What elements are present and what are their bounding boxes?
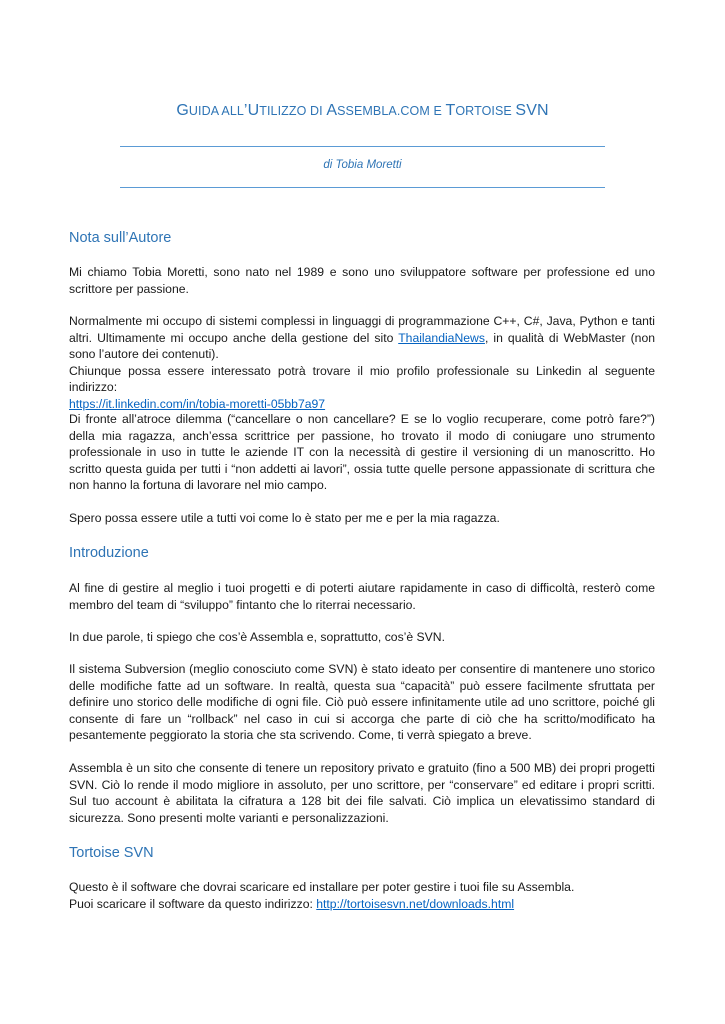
- paragraph-intro-2: In due parole, ti spiego che cos’è Assembla e, soprattutto, cos’è SVN.: [69, 630, 445, 644]
- document-title: GUIDA ALL’UTILIZZO DI ASSEMBLA.COM E TORTOISE SVN: [176, 102, 549, 119]
- paragraph-intro-3: Il sistema Subversion (meglio conosciuto come SVN) è stato ideato per consentire di mantenere uno storico delle modifiche fatte ad un software. In realtà, questa sua “capacità” può essere facilmente sfruttata per definire uno storico delle modifiche di ogni file. Ciò può essere infinitamente utile ad uno scrittore, poiché gli consente di fare un “rollback” nel caso in cui si accorga che parte di ciò che ha scritto/modificato ha pesantemente peggiorato la storia che sta scrivendo. Come, ti verrà spiegato a breve.: [69, 662, 655, 743]
- paragraph-nota-2: Normalmente mi occupo di sistemi complessi in linguaggi di programmazione C++, C#, Java, Python e tanti altri. Ultimamente mi occupo anche della gestione del sito ThailandiaNews, in qualità di WebMaster (non sono l’autore dei contenuti). Chiunque possa essere interessato potrà trovare il mio profilo professionale su Linkedin al seguente indirizzo: https://it.linkedin.com/in/tobia-moretti-05bb7a97: [69, 314, 656, 411]
- tortoisesvn-download-link[interactable]: http://tortoisesvn.net/downloads.html: [316, 896, 515, 911]
- paragraph-nota-1: Mi chiamo Tobia Moretti, sono nato nel 1989 e sono uno sviluppatore software per professione ed uno scrittore per passione.: [69, 265, 655, 296]
- paragraph-nota-4: Spero possa essere utile a tutti voi come lo è stato per me e per la mia ragazza.: [69, 511, 500, 525]
- paragraph-tortoise-1: Questo è il software che dovrai scaricare ed installare per poter gestire i tuoi file su Assembla. Puoi scaricare il software da questo indirizzo: http://tortoisesvn.net/downloads.html: [69, 880, 575, 911]
- thailandianews-link[interactable]: ThailandiaNews: [398, 330, 485, 345]
- paragraph-nota-3: Di fronte all’atroce dilemma (“cancellare o non cancellare? E se lo voglio recuperare, come potrò fare?”) della mia ragazza, anch’essa scrittrice per passione, ho trovato il modo di coniugare uno strumento professionale in uso in tutte le aziende IT con la necessità di gestire il versioning di un manoscritto. Ho scritto questa guida per tutti i “non addetti ai lavori”, ossia tutte quelle persone appassionate di scrittura che non hanno la fortuna di lavorare nel mio campo.: [69, 412, 655, 493]
- heading-nota-autore: Nota sull’Autore: [69, 230, 172, 246]
- heading-tortoise-svn: Tortoise SVN: [69, 845, 154, 861]
- linkedin-profile-link[interactable]: https://it.linkedin.com/in/tobia-moretti-05bb7a97: [69, 396, 326, 411]
- title-divider-top: [120, 146, 605, 147]
- author-subtitle: di Tobia Moretti: [323, 159, 402, 171]
- paragraph-intro-1: Al fine di gestire al meglio i tuoi progetti e di poterti aiutare rapidamente in caso di difficoltà, resterò come membro del team di “sviluppo” fintanto che lo riterrai necessario.: [69, 581, 655, 612]
- title-divider-bottom: [120, 187, 605, 188]
- paragraph-intro-4: Assembla è un sito che consente di tenere un repository privato e gratuito (fino a 500 MB) dei propri progetti SVN. Ciò lo rende il modo migliore in assoluto, per uno scrittore, per “conservare” ed editare i propri scritti. Sul tuo account è abilitata la cifratura a 128 bit dei file salvati. Ciò implica un elevatissimo standard di sicurezza. Sono presenti molte varianti e personalizzazioni.: [69, 761, 655, 825]
- heading-introduzione: Introduzione: [69, 545, 149, 561]
